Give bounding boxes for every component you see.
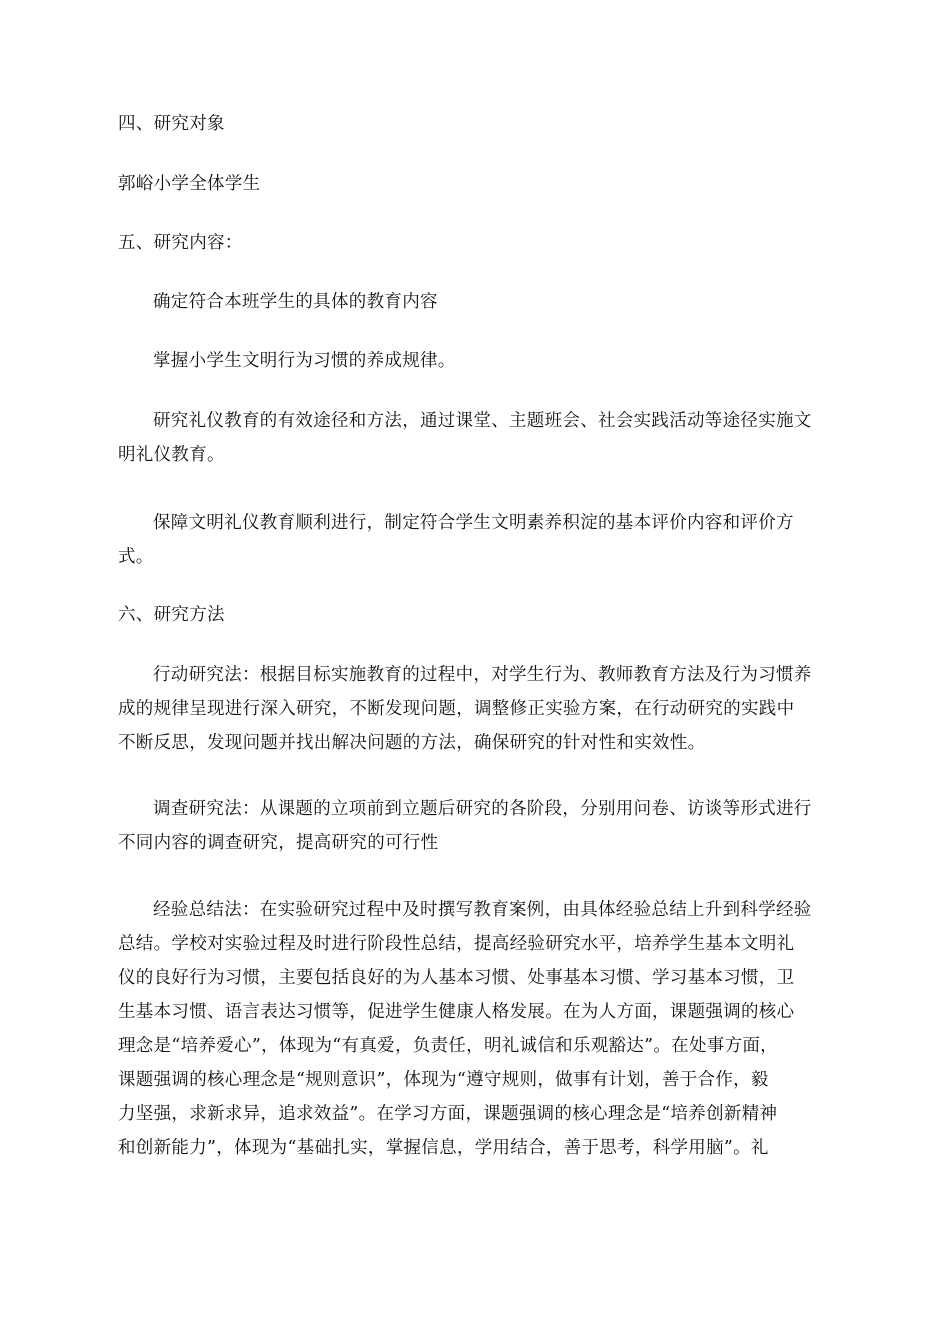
content-item	[118, 506, 858, 574]
method-line: 力坚强，求新求异，追求效益”。在学习方面，课题强调的核心理念是“培养创新精神	[118, 1104, 778, 1124]
method-line: 生基本习惯、语言表达习惯等，促进学生健康人格发展。在为人方面，课题强调的核心	[118, 1002, 795, 1022]
content-item-line: 保障文明礼仪教育顺利进行，制定符合学生文明素养积淀的基本评价内容和评价方	[153, 513, 794, 533]
method-line: 理念是“培养爱心”，体现为“有真爱，负责任，明礼诚信和乐观豁达”。在处事方面，	[118, 1036, 778, 1056]
content-item-line: 掌握小学生文明行为习惯的养成规律。	[153, 351, 456, 371]
content-item	[118, 404, 858, 472]
content-item	[118, 344, 858, 378]
method-line: 经验总结法：在实验研究过程中及时撰写教育案例，由具体经验总结上升到科学经验	[153, 900, 812, 920]
method-paragraph-experience-summary	[118, 893, 858, 1165]
method-paragraph-action-research	[118, 658, 858, 760]
method-line: 调查研究法：从课题的立项前到立题后研究的各阶段，分别用问卷、访谈等形式进行	[153, 799, 812, 819]
section-heading-research-content: 五、研究内容：	[118, 233, 243, 253]
method-line: 不断反思，发现问题并找出解决问题的方法，确保研究的针对性和实效性。	[118, 733, 706, 753]
method-line: 课题强调的核心理念是“规则意识”，体现为“遵守规则，做事有计划，善于合作，毅	[118, 1070, 769, 1090]
section-heading-research-subject: 四、研究对象	[118, 114, 225, 134]
method-paragraph-survey-research	[118, 792, 858, 860]
section-heading-research-methods: 六、研究方法	[118, 605, 225, 625]
method-line: 行动研究法：根据目标实施教育的过程中，对学生行为、教师教育方法及行为习惯养	[153, 665, 812, 685]
method-line: 总结。学校对实验过程及时进行阶段性总结，提高经验研究水平，培养学生基本文明礼	[118, 934, 795, 954]
content-item-line: 研究礼仪教育的有效途径和方法，通过课堂、主题班会、社会实践活动等途径实施文	[153, 411, 812, 431]
method-line: 不同内容的调查研究，提高研究的可行性	[118, 833, 439, 853]
method-line: 和创新能力”，体现为“基础扎实，掌握信息，学用结合，善于思考，科学用脑”。礼	[118, 1138, 769, 1158]
method-line: 仪的良好行为习惯，主要包括良好的为人基本习惯、处事基本习惯、学习基本习惯，卫	[118, 968, 795, 988]
research-subject-text: 郭峪小学全体学生	[118, 174, 261, 194]
content-item-line: 明礼仪教育。	[118, 445, 225, 465]
content-item	[118, 285, 858, 319]
method-line: 成的规律呈现进行深入研究，不断发现问题，调整修正实验方案，在行动研究的实践中	[118, 699, 795, 719]
content-item-line: 式。	[118, 547, 154, 567]
content-item-line: 确定符合本班学生的具体的教育内容	[153, 292, 438, 312]
